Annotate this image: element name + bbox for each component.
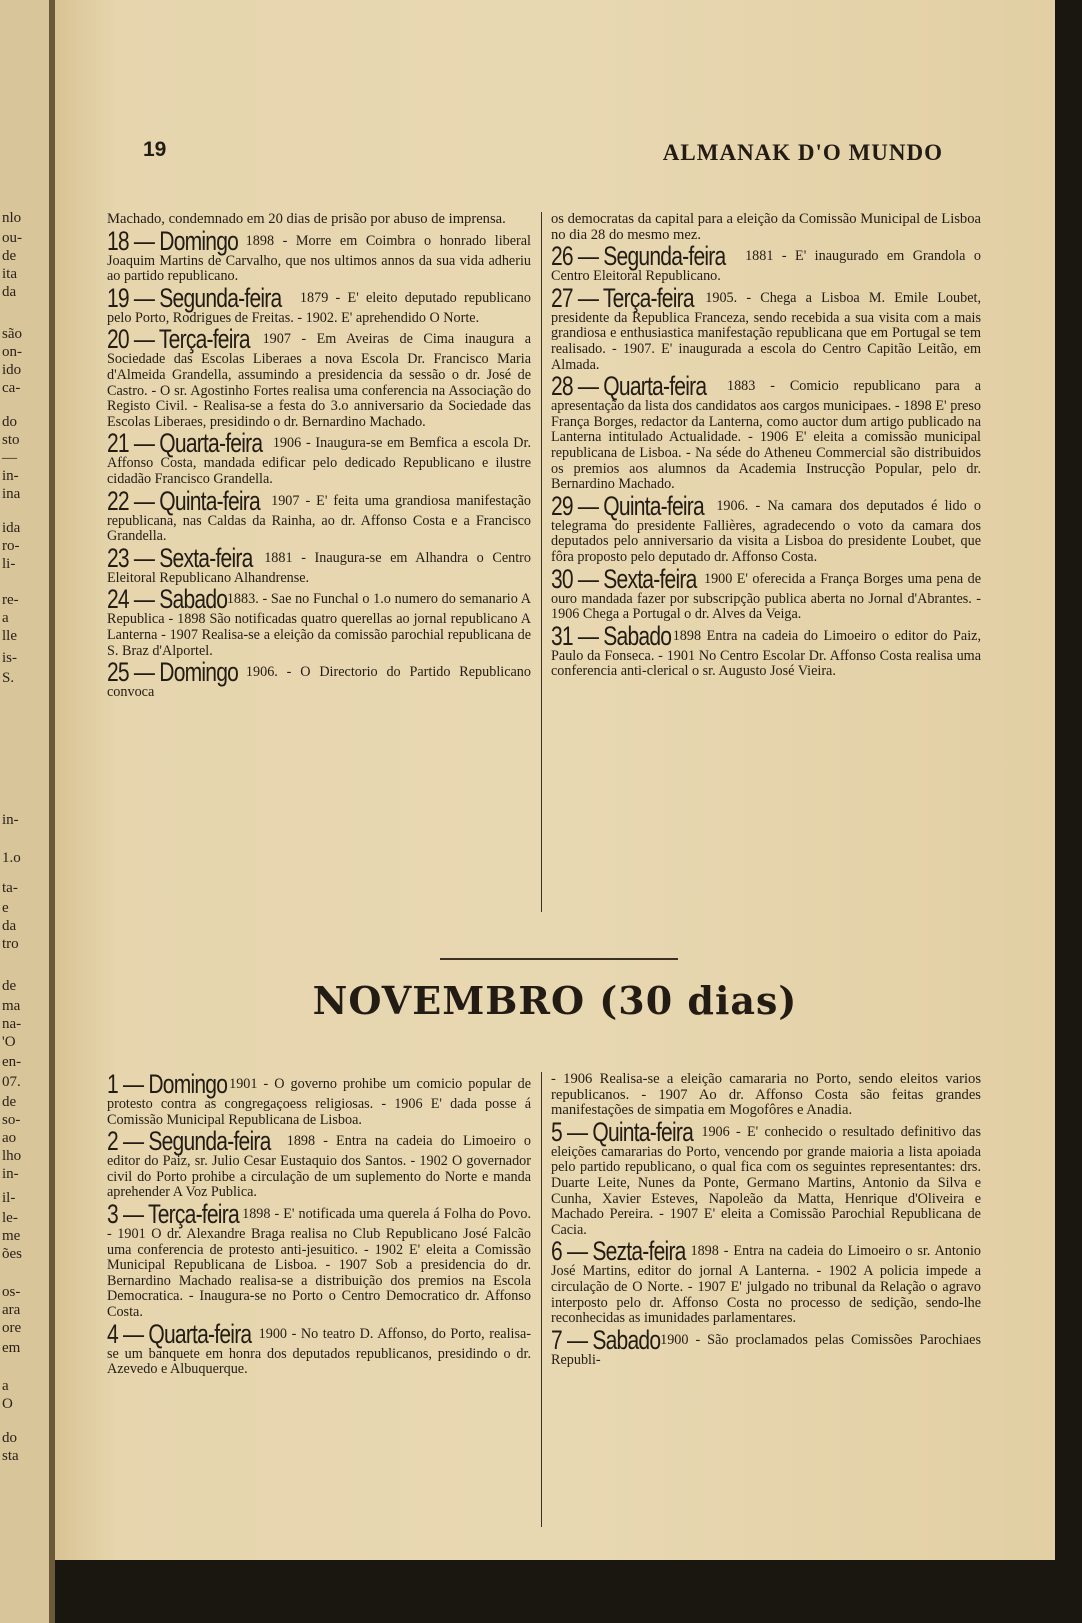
day-events: 1898 - Morre em Coimbra o honrado liberal Joaquim Martins de Carvalho, que nos ultimos annos da sua vida adheriu ao partido republicano. — [107, 232, 531, 285]
day-entry — [551, 1236, 981, 1327]
month-title: NOVEMBRO (30 dias) — [312, 978, 798, 1023]
day-entry — [551, 563, 981, 623]
day-events: 1881 - Inaugura-se em Alhandra o Centro Eleitoral Republicano Alhandrense. — [107, 549, 531, 586]
day-events: 1883. - Sae no Funchal o 1.o numero do semanario A Republica - 1898 São notificadas quatro querellas ao jornal republicano A Lanterna - 1907 Realisa-se a eleição da comissão parochial republicana de S. Braz d'Alportel. — [107, 591, 531, 659]
continued-text: - 1906 Realisa-se a eleição camararia no Porto, sendo eleitos varios republicanos. - 1907 Ao dr. Affonso Costa são feitas grandes manifestações de simpatia em Mogofôres e Anadia. — [551, 1071, 981, 1119]
day-entry — [551, 1116, 981, 1239]
day-events: 1907 - E' feita uma grandiosa manifestação republicana, nas Caldas da Rainha, ao dr. Affonso Costa e a Francisco Grandella. — [107, 492, 531, 545]
margin-fragment: in- — [2, 1166, 19, 1182]
margin-fragment: en- — [2, 1054, 22, 1070]
day-heading: 1 — Domingo — [107, 1069, 228, 1099]
day-events: 1906. - Na camara dos deputados é lido o telegrama do presidente Fallières, agradecendo o voto da camara dos deputados pelo anniversario da visita a Lisboa do presidente Loubet, que fôra proposto pelo deputado dr. Affonso Costa. — [551, 497, 981, 565]
margin-fragment: ina — [2, 486, 21, 502]
margin-fragment: il- — [2, 1190, 16, 1206]
day-heading: 30 — Sexta-feira — [551, 563, 697, 594]
margin-fragment: em — [2, 1340, 21, 1356]
margin-fragment: is- — [2, 650, 17, 666]
margin-fragment: e — [2, 900, 9, 916]
day-entry — [107, 542, 531, 587]
day-events: 1898 Entra na cadeia do Limoeiro o editor do Paiz, Paulo da Fonseca. - 1901 No Centro Escolar Dr. Affonso Costa realisa uma conferencia anti-clerical o sr. Augusto José Vieira. — [551, 627, 981, 680]
margin-fragment: ma — [2, 998, 21, 1014]
day-events: 1906 - Inaugura-se em Bemfica a escola Dr. Affonso Costa, mandada edificar pelo dedicado Republicano e ilustre cidadão Francisco Grandella. — [107, 435, 531, 487]
margin-fragment: in- — [2, 812, 19, 828]
continued-text: os democratas da capital para a eleição da Comissão Municipal de Lisboa no dia 28 do mesmo mez. — [551, 211, 981, 243]
margin-fragment: os- — [2, 1284, 21, 1300]
margin-fragment: 1.o — [2, 850, 21, 866]
margin-fragment: in- — [2, 468, 19, 484]
day-entry — [107, 657, 531, 701]
margin-fragment: são — [2, 326, 22, 342]
margin-fragment: ida — [2, 520, 21, 536]
day-entry — [107, 1318, 531, 1378]
day-heading: 5 — Quinta-feira — [551, 1116, 694, 1147]
day-events: 1898 - E' notificada uma querela á Folha do Povo. - 1901 O dr. Alexandre Braga realisa no Club Republicano José Falcão uma conferencia de protesto anti-jesuitico. - 1902 E' eleita a Comissão Municipal Republicana de Lisboa. - 1907 Sob a presidencia do dr. Bernardino Machado realisa-se a distribuição dos premios na Escola Democratica. - Inaugura-se no Porto o Centro Democratico dr. Affonso Costa. — [107, 1205, 531, 1320]
day-entry — [107, 1069, 531, 1128]
day-heading: 7 — Sabado — [551, 1324, 661, 1355]
almanac-page — [55, 0, 1055, 1560]
margin-fragment: me — [2, 1228, 21, 1244]
day-heading: 28 — Quarta-feira — [551, 371, 707, 402]
day-heading: 18 — Domingo — [107, 225, 239, 256]
day-heading: 31 — Sabado — [551, 620, 672, 651]
margin-fragment: S. — [2, 670, 15, 686]
november-left-column — [107, 1069, 531, 1379]
margin-fragment: — — [2, 450, 17, 466]
margin-fragment: ao — [2, 1130, 17, 1146]
margin-fragment: ca- — [2, 380, 21, 396]
day-events: 1881 - E' inaugurado em Grandola o Centro Eleitoral Republicano. — [551, 248, 981, 285]
margin-fragment: da — [2, 284, 17, 300]
day-events: 1901 - O governo prohibe um comicio popular de protesto contra as congregaçoess religiosas. - 1906 E' dada posse á Comissão Municipal Republicana de Lisboa. — [107, 1075, 531, 1128]
day-entry — [107, 485, 531, 545]
day-heading: 25 — Domingo — [107, 657, 239, 688]
margin-fragment: ro- — [2, 538, 20, 554]
margin-fragment: nlo — [2, 210, 22, 226]
margin-fragment: ou- — [2, 230, 22, 246]
november-right-column — [551, 1072, 981, 1369]
day-heading: 20 — Terça-feira — [107, 324, 250, 355]
day-heading: 21 — Quarta-feira — [107, 428, 263, 459]
margin-fragment: de — [2, 1094, 17, 1110]
margin-fragment: ita — [2, 266, 17, 282]
day-events: 1879 - E' eleito deputado republicano pelo Porto, Rodrigues de Freitas. - 1902. E' aprehendido O Norte. — [107, 289, 531, 326]
margin-fragment: da — [2, 918, 17, 934]
day-heading: 23 — Sexta-feira — [107, 542, 253, 573]
day-heading: 2 — Segunda-feira — [107, 1126, 271, 1157]
margin-fragment: sto — [2, 432, 20, 448]
day-entry — [551, 241, 981, 285]
margin-fragment: ara — [2, 1302, 21, 1318]
day-heading: 27 — Terça-feira — [551, 282, 694, 313]
running-title: ALMANAK D'O MUNDO — [662, 140, 943, 165]
day-entry — [107, 428, 531, 487]
adjacent-page-edge — [0, 0, 55, 1623]
day-entry — [107, 1198, 531, 1321]
margin-fragment: do — [2, 414, 17, 430]
day-heading: 3 — Terça-feira — [107, 1198, 239, 1229]
margin-fragment: ta- — [2, 880, 18, 896]
october-left-column — [107, 212, 531, 702]
day-entry — [107, 225, 531, 285]
day-events: 1900 E' oferecida a França Borges uma pena de ouro mandada fazer por subscripção publica aberta no Jornal d'Abrantes. - 1906 Chega a Portugal o dr. Alves da Veiga. — [551, 570, 981, 623]
day-entry — [551, 371, 981, 493]
margin-fragment: ido — [2, 362, 22, 378]
margin-fragment: 07. — [2, 1074, 21, 1090]
margin-fragment: so- — [2, 1112, 21, 1128]
margin-fragment: le- — [2, 1210, 18, 1226]
column-rule — [541, 1072, 542, 1527]
margin-fragment: do — [2, 1430, 17, 1446]
margin-fragment: de — [2, 248, 17, 264]
day-heading: 6 — Sezta-feira — [551, 1236, 686, 1267]
margin-fragment: sta — [2, 1448, 19, 1464]
day-entry — [107, 324, 531, 430]
day-events: 1906 - E' conhecido o resultado definitivo das eleições camararias do Porto, vencendo por grande maioria a lista apoiada pelo partido republicano, o qual fica com os seguintes representantes: drs. Duarte Leite, Nunes da Ponte, Germano Martins, Antonio da Silva e Cunha, Xavier Esteves, Napoleão da Matta, Henrique d'Oliveira e Machado Pereira. - 1907 E' eleita a Comissão Parochial Republicana de Cacia. — [551, 1123, 981, 1238]
day-entry — [107, 282, 531, 327]
day-events: 1900 - No teatro D. Affonso, do Porto, realisa-se um banquete em honra dos deputados republicanos, presidindo o dr. Azevedo e Albuquerque. — [107, 1325, 531, 1378]
day-events: 1900 - São proclamados pelas Comissões Parochiaes Republi- — [551, 1331, 981, 1368]
day-events: 1907 - Em Aveiras de Cima inaugura a Sociedade das Escolas Liberaes a nova Escola Dr. Francisco Maria d'Almeida Grandella, assumindo a presidencia da sessão o dr. José de Castro. - O sr. Agostinho Fortes realisa uma conferencia na Associação do Registo Civil. - Realisa-se a festa do 3.o anniversario da Sociedade das Escolas Liberaes, presidindo o dr. Bernardino Machado. — [107, 331, 531, 430]
day-events: 1898 - Entra na cadeia do Limoeiro o editor do Paiz, sr. Julio Cesar Eustaquio dos Santos. - 1902 O governador civil do Porto prohibe a circulação de um suplemento do Norte e manda aprehender A Voz Publica. — [107, 1133, 531, 1201]
margin-fragment: lle — [2, 628, 17, 644]
day-events: 1898 - Entra na cadeia do Limoeiro o sr. Antonio José Martins, editor do jornal A Lanterna. - 1902 A policia impede a circulação de O Norte. - 1907 E' julgado no tribunal da Relação o agravo interposto pelo dr. Affonso Costa no processo de sedição, sendo-lhe reconhecidas as imunidades parlamentares. — [551, 1243, 981, 1327]
day-events: 1906. - O Directorio do Partido Republicano convoca — [107, 663, 531, 701]
margin-fragment: a — [2, 1378, 9, 1394]
margin-fragment: O — [2, 1396, 13, 1412]
day-entry — [551, 490, 981, 566]
day-entry — [107, 584, 531, 659]
day-heading: 29 — Quinta-feira — [551, 490, 704, 521]
margin-fragment: li- — [2, 556, 16, 572]
margin-fragment: de — [2, 978, 17, 994]
day-entry — [551, 1324, 981, 1369]
day-events: 1905. - Chega a Lisboa M. Emile Loubet, presidente da Republica Franceza, sendo recebida a sua visita com a mais grandiosa e enthusiastica manifestação republicana que em Portugal se tem realisado. - 1907. E' inaugurada a escola do Centro Capitão Leitão, em Almada. — [551, 289, 981, 373]
day-events: 1883 - Comicio republicano para a apresentação da lista dos candidatos aos cargos municipaes. - 1898 E' preso França Borges, redactor da Lanterna, como auctor dum artigo publicado na Lanterna intitulado Actualidade. - 1906 E' eleita a comissão municipal republicana de Lisboa. - Na séde do Atheneu Commercial são distribuidos os premios aos alumnos da Academia Instrucção Popular, pelo dr. Bernardino Machado. — [551, 378, 981, 493]
day-heading: 19 — Segunda-feira — [107, 282, 282, 313]
margin-fragment: 'O — [2, 1034, 16, 1050]
continued-text: Machado, condemnado em 20 dias de prisão por abuso de imprensa. — [107, 211, 506, 227]
margin-fragment: ões — [2, 1246, 22, 1262]
margin-fragment: a — [2, 610, 9, 626]
october-right-column — [551, 212, 981, 681]
page-number: 19 — [143, 138, 167, 161]
day-heading: 24 — Sabado — [107, 584, 228, 615]
margin-fragment: na- — [2, 1016, 22, 1032]
margin-fragment: lho — [2, 1148, 22, 1164]
day-entry — [551, 620, 981, 680]
column-rule — [541, 212, 542, 912]
margin-fragment: ore — [2, 1320, 22, 1336]
margin-fragment: on- — [2, 344, 22, 360]
day-heading: 22 — Quinta-feira — [107, 485, 260, 516]
section-divider — [440, 958, 678, 960]
day-entry — [551, 282, 981, 373]
day-entry — [107, 1126, 531, 1201]
margin-fragment: re- — [2, 592, 19, 608]
day-heading: 4 — Quarta-feira — [107, 1318, 252, 1349]
margin-fragment: tro — [2, 936, 19, 952]
day-heading: 26 — Segunda-feira — [551, 241, 726, 272]
